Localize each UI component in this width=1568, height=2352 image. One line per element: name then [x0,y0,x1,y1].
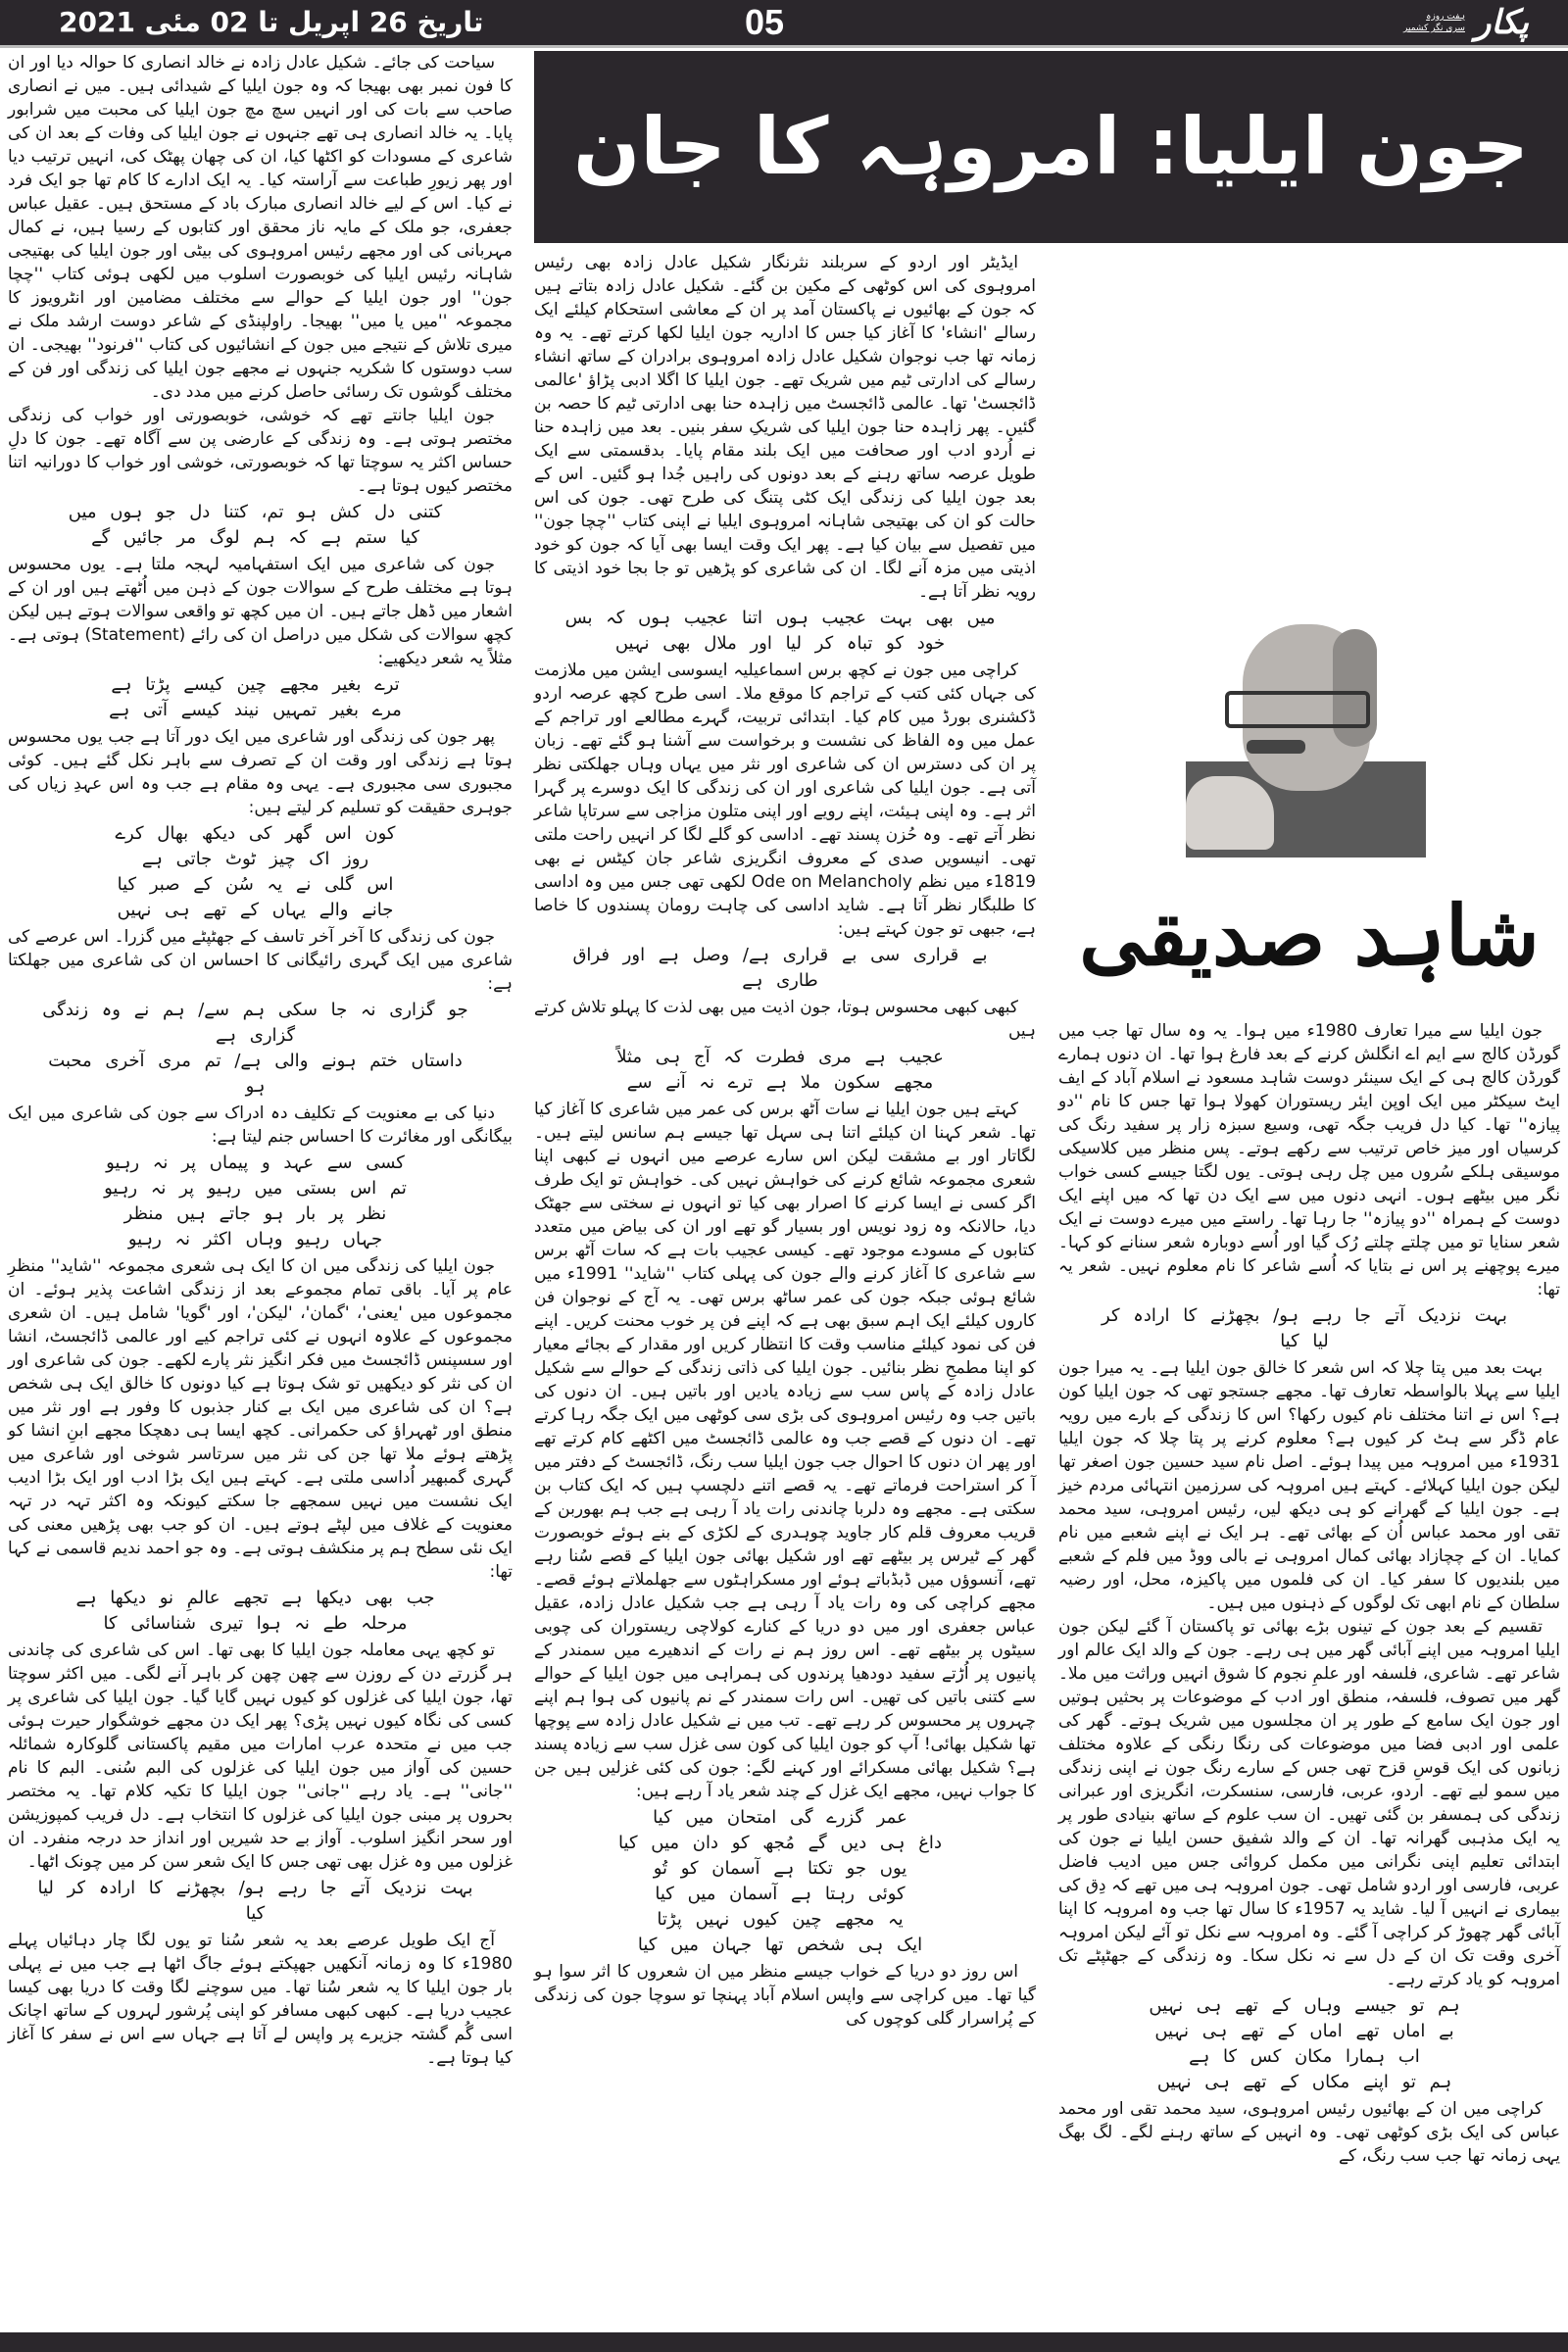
verse-line: کوئی رہتا ہے آسمان میں کیا [655,1884,906,1904]
paragraph: تو کچھ یہی معاملہ جون ایلیا کا بھی تھا۔ اس کی شاعری کی چاندنی ہر گزرتے دن کے روزن سے چھن چھن کر باہر آنے لگی۔ میں اکثر سوچتا تھا، جون ایلیا کی غزلوں کو کیوں نہیں گایا گیا۔ جون ایلیا کی شاعری پر کسی کی نگاہ کیوں نہیں پڑی؟ پھر ایک دن مجھے خوشگوار حیرت ہوئی جب میں نے متحدہ عرب امارات میں مقیم پاکستانی گلوکارہ شمائلہ حسین کی آواز میں جون ایلیا کی غزلوں کی البم سُنی۔ البم کا نام ''جانی'' ہے۔ یاد رہے ''جانی'' جون ایلیا کا تکیہ کلام تھا۔ یہ مختصر بحروں پر مبنی جون ایلیا کی غزلوں کا انتخاب ہے۔ دل فریب کمپوزیشن اور سحر انگیز اسلوب۔ آواز بے حد شیریں اور انداز حد درجہ منفرد۔ ان غزلوں میں وہ غزل بھی تھی جس کا ایک شعر سن کر میں چونک اٹھا۔ [8,1641,513,1872]
verse-line: جب بھی دیکھا ہے تجھے عالمِ نو دیکھا ہے [75,1588,435,1608]
verse-line: بہت نزدیک آتے جا رہے ہو/ بچھڑنے کا ارادہ کر لیا کیا [37,1878,473,1924]
verse-line: نظر پر بار ہو جاتے ہیں منظر [123,1203,387,1224]
verse-block [8,1876,513,1927]
verse-line: بے اماں تھے اماں کے تھے ہی نہیں [1154,2021,1454,2041]
masthead [1403,2,1529,43]
column-middle [534,251,1036,2031]
paragraph: دنیا کی بے معنویت کے تکلیف دہ ادراک سے جون کی شاعری میں ایک بیگانگی اور مغائرت کا احساس جنم لیتا ہے: [8,1103,513,1147]
verse-line: بہت نزدیک آتے جا رہے ہو/ بچھڑنے کا ارادہ کر لیا کیا [1102,1305,1507,1351]
photo-hand [1186,776,1274,850]
paragraph: کراچی میں ان کے بھائیوں رئیس امروہوی، سید محمد تقی اور محمد عباس کی ایک بڑی کوٹھی تھی۔ وہ انہیں کے ساتھ رہنے لگے۔ لگ بھگ یہی زمانہ تھا جب سب رنگ، کے [1058,2099,1560,2166]
verse-line: مرحلہ طے نہ ہوا تیری شناسائی کا [103,1613,408,1634]
paragraph: اس روز دو دریا کے خواب جیسے منظر میں ان شعروں کا اثر سوا ہو گیا تھا۔ میں کراچی سے واپس اسلام آباد پہنچا تو سوچا جون کی زندگی کے پُراسرار گلی کوچوں کی [534,1962,1036,2029]
article-title: جون ایلیا: امروہہ کا جان [572,101,1530,192]
photo-hair [1333,629,1377,747]
verse-line: کتنی دل کش ہو تم، کتنا دل جو ہوں میں [68,502,443,522]
verse-line: داغ ہی دیں گے مُجھ کو دان میں کیا [618,1833,942,1853]
verse-block [534,606,1036,657]
paragraph: آج ایک طویل عرصے بعد یہ شعر سُنا تو یوں لگا چار دہائیاں پہلے 1980ء کا وہ زمانہ آنکھیں جھپکتے ہوئے جاگ اٹھا ہے جب میں نے پہلی بار جون ایلیا کا یہ شعر سُنا تھا۔ میں سوچنے لگا وقت کا دریا بھی کیسا عجیب دریا ہے۔ کبھی کبھی مسافر کو اپنی پُرشور لہروں کے ساتھ اچانک اسی گُم گشتہ جزیرے پر واپس لے آتا ہے جہاں سے اس نے سفر کا آغاز کیا ہوتا ہے۔ [8,1931,513,2068]
verse-line: اس گلی نے یہ سُن کے صبر کیا [117,874,394,895]
verse-line: کیا ستم ہے کہ ہم لوگ مر جائیں گے [91,527,419,548]
paragraph: جون ایلیا سے میرا تعارف 1980ء میں ہوا۔ یہ وہ سال تھا جب میں گورڈن کالج سے ایم اے انگلش کرنے کے بعد فارغ ہوا تھا۔ ان دنوں ہمارے گورڈن کالج ہی کے ایک سینئر دوست شاہد مسعود نے اسلام آباد کے ایف ایٹ سیکٹر میں ایک اوپن ایئر ریستوران کھولا ہوا تھا جس کا نام ''دو پیازہ'' تھا۔ کیا دل فریب جگہ تھی، وسیع سبزہ زار پر سفید رنگ کی کرسیاں اور میز خاص ترتیب سے رکھے ہوتے۔ پس منظر میں کلاسیکی موسیقی ہلکے سُروں میں چل رہی ہوتی۔ یوں لگتا جیسے کسی خواب نگر میں بیٹھے ہوں۔ انہی دنوں میں سے ایک دن تھا کہ میں اپنے ایک دوست کے ہمراہ ''دو پیازہ'' جا رہا تھا۔ راستے میں میرے دوست نے ایک شعر سنایا تو میں چلتے چلتے رُک گیا اور اُسے دوبارہ شعر سنانے کو کہا۔ میرے پوچھنے پر اس نے بتایا کہ اُسے شاعر کا نام معلوم نہیں۔ شعر یہ تھا: [1058,1021,1560,1299]
masthead-tag: ہفت روزہ [1426,12,1465,22]
verse-line: تم اس بستی میں رہیو پر نہ رہیو [104,1178,407,1199]
paragraph: جون کی شاعری میں ایک استفہامیہ لہجہ ملتا ہے۔ یوں محسوس ہوتا ہے مختلف طرح کے سوالات جون کے ذہن میں اُٹھتے ہیں اور ان کے اشعار میں ڈھل جاتے ہیں۔ ان میں کچھ تو واقعی سوالات ہوتے ہیں لیکن کچھ سوالات کی شکل میں دراصل ان کی رائے (Statement) ہوتی ہے۔ مثلاً یہ شعر دیکھیے: [8,555,513,668]
paragraph: تقسیم کے بعد جون کے تینوں بڑے بھائی تو پاکستان آ گئے لیکن جون ایلیا امروہہ میں اپنے آبائی گھر میں ہی رہے۔ جون کے والد ایک عالم اور شاعر تھے۔ شاعری، فلسفہ اور علمِ نجوم کا شوق انہیں وراثت میں ملا۔ گھر میں تصوف، فلسفہ، منطق اور ادب کے موضوعات پر بحثیں ہوتیں اور جون ایک سامع کے طور پر ان مجلسوں میں شریک ہوتے۔ گھر کی علمی اور ادبی فضا میں موضوعات کی رنگا رنگی کے علاوہ مختلف زبانوں کی ایک قوسِ قزح تھی جس کے سارے رنگ جون نے اپنی زندگی میں سمو لیے تھے۔ اردو، عربی، فارسی، سنسکرت، انگریزی اور عبرانی زندگی کی ہمسفر بن گئی تھیں۔ ان سب علوم کے ساتھ بنیادی طور پر یہ ایک مذہبی گھرانہ تھا۔ ان کے والد شفیق حسن ایلیا نے جون کی ابتدائی تعلیم اپنی نگرانی میں مکمل کروائی جس میں ادیب فاضل عربی، فارسی اور اردو شامل تھی۔ جون امروہہ ہی میں تھے کہ دِق کی بیماری نے انہیں آ لیا۔ شاید یہ 1957ء کا سال تھا جب وہ امروہہ کا اپنا آبائی گھر چھوڑ کر کراچی آ گئے۔ وہ امروہہ سے نکل تو آئے لیکن امروہہ آخری وقت تک ان کے دل سے نہ نکل سکا۔ وہ زندگی کے جھٹپٹے تک امروہہ کو یاد کرتے رہے۔ [1058,1617,1560,1989]
verse-line: کسی سے عہد و پیماں پر نہ رہیو [106,1152,405,1173]
paragraph: کبھی کبھی محسوس ہوتا، جون اذیت میں بھی لذت کا پہلو تلاش کرتے ہیں [534,998,1036,1041]
page-number: 05 [745,2,785,42]
article-title-banner [534,51,1568,243]
page-header-bar [0,0,1568,48]
verse-line: اب ہمارا مکان کس کا ہے [1189,2046,1420,2067]
verse-line: ایک ہی شخص تھا جہان میں کیا [637,1935,923,1955]
paragraph: بہت بعد میں پتا چلا کہ اس شعر کا خالق جون ایلیا ہے۔ یہ میرا جون ایلیا سے پہلا بالواسطہ تعارف تھا۔ مجھے جستجو تھی کہ جون ایلیا کون ہے؟ اس نے اتنا مختلف نام کیوں رکھا؟ اس کا زندگی کے بارے میں رویہ عام ڈگر سے ہٹ کر کیوں ہے؟ معلوم کرنے پر پتا چلا کہ جون ایلیا 1931ء میں امروہہ میں پیدا ہوئے۔ اصل نام سید حسین جون اصغر تھا لیکن جون ایلیا کہلائے۔ کہتے ہیں امروہہ کی سرزمین انتہائی مردم خیز ہے۔ جون ایلیا کے گھرانے کو ہی دیکھ لیں، رئیس امروہی، سید محمد تقی اور محمد عباس اُن کے بھائی تھے۔ ہر ایک نے اپنے شعبے میں نام کمایا۔ ان کے چچازاد بھائی کمال امروہی نے بالی ووڈ میں فلم کے شعبے میں بلندیوں کا سفر کیا۔ ان کی فلموں میں پاکیزہ، محل، اور رضیہ سلطان کے نام ابھی تک لوگوں کے ذہنوں میں ہیں۔ [1058,1358,1560,1613]
verse-line: مرے بغیر تمہیں نیند کیسے آتی ہے [109,700,402,720]
author-byline: شاہد صدیقی [1079,887,1540,984]
verse-block [1058,1993,1560,2095]
paragraph: پھر جون کی زندگی اور شاعری میں ایک دور آتا ہے جب یوں محسوس ہوتا ہے زندگی اور وقت ان کے تصرف سے باہر نکل گئے ہیں۔ کوئی مجبوری سی مجبوری ہے۔ یہی وہ مقام ہے جب وہ اس عہدِ زیاں کی جوہری حقیقت کو تسلیم کر لیتے ہیں: [8,727,513,817]
verse-line: مجھے سکون ملا ہے ترے نہ آنے سے [626,1072,934,1093]
verse-line: خود کو تباہ کر لیا اور ملال بھی نہیں [614,633,946,654]
verse-block [534,1045,1036,1096]
verse-block [8,998,513,1100]
page-footer-bar [0,2332,1568,2352]
verse-block [8,500,513,551]
verse-block [8,672,513,723]
verse-line: میں بھی بہت عجیب ہوں اتنا عجیب ہوں کہ بس [564,608,996,628]
verse-line: عجیب ہے مری فطرت کہ آج ہی مثلاً [616,1047,944,1067]
column-right [1058,1019,1560,2168]
verse-line: یہ مجھے چین کیوں نہیں پڑتا [657,1909,904,1930]
author-photo [1186,614,1426,858]
verse-block [534,1805,1036,1958]
verse-line: ہم تو اپنے مکاں کے تھے ہی نہیں [1156,2072,1452,2092]
issue-date: تاریخ 26 اپریل تا 02 مئی 2021 [59,6,484,38]
masthead-logo: پکار [1474,3,1529,42]
photo-glasses [1225,691,1370,728]
verse-block [8,821,513,923]
column-left [8,51,513,2070]
paragraph: ایڈیٹر اور اردو کے سربلند نثرنگار شکیل عادل زادہ بھی رئیس امروہوی کی اس کوٹھی کے مکین بن گئے۔ شکیل عادل زادہ بتاتے ہیں کہ جون کے بھائیوں نے پاکستان آمد پر ان کے معاشی استحکام کیلئے ایک رسالے 'انشاء' کا آغاز کیا جس کا اداریہ جون ایلیا لکھا کرتے تھے۔ یہ وہ زمانہ تھا جب نوجوان شکیل عادل زادہ امروہوی برادران کے ساتھ انشاء رسالے کی ادارتی ٹیم میں شریک تھے۔ جون ایلیا کا اگلا ادبی پڑاؤ 'عالمی ڈائجسٹ' تھا۔ عالمی ڈائجسٹ میں زاہدہ حنا بھی ادارتی ٹیم کا حصہ بن گئیں۔ پھر زاہدہ حنا جون ایلیا کی شریکِ سفر بنیں۔ بعد میں زاہدہ حنا نے اُردو ادب اور صحافت میں ایک بلند مقام پایا۔ بدقسمتی سے ایک طویل عرصہ ساتھ رہنے کے بعد دونوں کی راہیں جُدا ہو گئیں۔ اس کے بعد جون ایلیا کی زندگی ایک کٹی پتنگ کی طرح تھی۔ جون کی اس حالت کو ان کی بھتیجی شاہانہ امروہوی ایلیا نے اپنی کتاب ''چچا جون'' میں تفصیل سے بیان کیا ہے۔ پھر ایک وقت ایسا بھی آیا کہ جون کو خود اذیتی میں مزہ آنے لگا۔ ان کی شاعری کو پڑھیں تو جا بجا خود اذیتی کا رویہ نظر آتا ہے۔ [534,253,1036,602]
paragraph: جون کی زندگی کا آخر آخر تاسف کے جھٹپٹے میں گزرا۔ اس عرصے کی شاعری میں ایک گہری رائیگانی کا احساس ان کی شاعری میں جھلکتا ہے: [8,927,513,994]
verse-block [8,1151,513,1252]
paragraph: سیاحت کی جائے۔ شکیل عادل زادہ نے خالد انصاری کا حوالہ دیا اور ان کا فون نمبر بھی بھیجا کہ وہ جون ایلیا کے شیدائی ہیں۔ میں نے انصاری صاحب سے بات کی اور انہیں سچ مچ جون ایلیا کی محبت میں شرابور پایا۔ یہ خالد انصاری ہی تھے جنہوں نے جون ایلیا کی وفات کے بعد ان کی شاعری کے مسودات کو اکٹھا کیا، ان کی چھان پھٹک کی، انہیں ترتیب دیا اور پھر زیورِ طباعت سے آراستہ کیا۔ یہ ایک ادارے کا کام تھا جو ایک فرد نے کیا۔ اس کے لیے خالد انصاری مبارک باد کے مستحق ہیں۔ عقیل عباس جعفری، جو ملک کے مایہ ناز محقق اور کتابوں کے رسیا ہیں، نے کمال مہربانی کی اور مجھے رئیس امروہوی کی بیٹی اور جون ایلیا کی بھتیجی شاہانہ رئیس ایلیا کی خوبصورت اسلوب میں لکھی ہوئی کتاب ''چچا جون'' اور جون ایلیا کے حوالے سے مختلف مضامین اور انٹرویوز کا مجموعہ ''میں یا میں'' بھیجا۔ راولپنڈی کے شاعر دوست ارشد ملک نے میری تلاش کے نتیجے میں جون کے انشائیوں کی کتاب ''فرنود'' بھیجی۔ ان سب دوستوں کا شکریہ جنہوں نے مجھے جون ایلیا کی زندگی اور فن کے مختلف گوشوں تک رسائی حاصل کرنے میں مدد دی۔ [8,53,513,402]
verse-block [534,943,1036,994]
paragraph: کہتے ہیں جون ایلیا نے سات آٹھ برس کی عمر میں شاعری کا آغاز کیا تھا۔ شعر کہنا ان کیلئے اتنا ہی سہل تھا جیسے ہم سانس لیتے ہیں۔ لگاتار اور بے مشقت لیکن اس سارے عرصے میں انہوں نے کبھی اپنا شعری مجموعہ شائع کرنے کی خواہش نہیں کی۔ خواہش تو ایک طرف اگر کسی نے ایسا کرنے کا اصرار بھی کیا تو انہوں نے سختی سے جھٹک دیا، حالانکہ وہ زود نویس اور بسیار گو تھے اور ان کی بیاض میں متعدد کتابوں کے مسودے موجود تھے۔ کیسی عجیب بات ہے کہ سات آٹھ برس سے شاعری کا آغاز کرنے والے جون کی پہلی کتاب ''شاید'' 1991ء میں شائع ہوئی جبکہ جون کی عمر ساٹھ برس تھی۔ یہ آج کے نوجوان فن کاروں کیلئے ایک اہم سبق بھی ہے کہ اپنے فن پر خوب محنت کریں۔ اپنے فن کی نمود کیلئے مناسب وقت کا انتظار کریں اور مقدار کے بجائے معیار کو اپنا مطمحِ نظر بنائیں۔ جون ایلیا کی ذاتی زندگی کے حوالے سے شکیل عادل زادہ کے پاس سب سے زیادہ یادیں اور باتیں ہیں۔ ان دنوں کی باتیں جب وہ رئیس امروہوی کی بڑی سی کوٹھی میں ایک جگہ رہا کرتے تھے۔ ان دنوں کے قصے جب وہ عالمی ڈائجسٹ میں اکٹھے کام کرتے تھے اور پھر ان دنوں کا احوال جب جون ایلیا سب رنگ، ڈائجسٹ کے دفتر میں آ کر استراحت فرماتے تھے۔ یہ قصے اتنے دلچسپ ہیں کہ ایک کتاب بن سکتی ہے۔ مجھے وہ دلربا چاندنی رات یاد آ رہی ہے جب ہم بھوربن کے قریب معروف قلم کار جاوید چوہدری کے لکڑی کے بنے ہوئے خوبصورت گھر کے ٹیرس پر بیٹھے تھے اور شکیل بھائی جون ایلیا کے قصے سُنا رہے تھے، آنسوؤں میں ڈبڈباتے ہوئے اور مسکراہٹوں سے جھلملاتے ہوئے قصے۔ مجھے کراچی کی وہ رات یاد آ رہی ہے جب شکیل عادل زادہ، عقیل عباس جعفری اور میں دو دریا کے کنارے کولاچی ریستوران کی چوبی سیٹوں پر بیٹھے تھے۔ اس روز ہم نے رات کے اندھیرے میں سمندر کے پانیوں پر اُڑتے سفید دودھیا پرندوں کی ہمراہی میں جون ایلیا کے حوالے سے کتنی باتیں کی تھیں۔ اس رات سمندر کے نم پانیوں کی ہوا ہم اپنے چہروں پر محسوس کر رہے تھے۔ تب میں نے شکیل عادل زادہ سے پوچھا تھا شکیل بھائی! آپ کو جون ایلیا کی کون سی غزل سب سے زیادہ پسند ہے؟ شکیل بھائی مسکرائے اور کہنے لگے: جون کی کئی غزلیں ہیں جن کا جواب نہیں، مجھے ایک غزل کے چند شعر یاد آ رہے ہیں: [534,1100,1036,1801]
verse-line: روز اک چیز ٹوٹ جاتی ہے [141,849,369,869]
verse-line: عمر گزرے گی امتحان میں کیا [653,1807,907,1828]
verse-block [1058,1303,1560,1354]
verse-line: جانے والے یہاں کے تھے ہی نہیں [117,900,394,920]
verse-line: ہم تو جیسے وہاں کے تھے ہی نہیں [1149,1995,1460,2016]
verse-block [8,1586,513,1637]
verse-line: داستاں ختم ہونے والی ہے/ تم مری آخری محبت ہو [48,1051,463,1097]
verse-line: جہاں رہیو وہاں اکثر نہ رہیو [127,1229,383,1250]
photo-mustache [1247,740,1305,754]
masthead-city: سری نگر کشمیر [1403,24,1465,33]
verse-line: بے قراری سی بے قراری ہے/ وصل ہے اور فراق طاری ہے [572,945,988,991]
paragraph: جون ایلیا جانتے تھے کہ خوشی، خوبصورتی اور خواب کی زندگی مختصر ہوتی ہے۔ وہ زندگی کے عارضی پن سے آگاہ تھے۔ جون کا دلِ حساس اکثر یہ سوچتا تھا کہ خوبصورتی، خوشی اور خواب کا دورانیہ اتنا مختصر کیوں ہوتا ہے۔ [8,406,513,496]
verse-line: کون اس گھر کی دیکھ بھال کرے [115,823,396,844]
paragraph: کراچی میں جون نے کچھ برس اسماعیلیہ ایسوسی ایشن میں ملازمت کی جہاں کئی کتب کے تراجم کا موقع ملا۔ اسی طرح کچھ عرصہ اردو ڈکشنری بورڈ میں کام کیا۔ ابتدائی تربیت، گہرے مطالعے اور تراجم کے عمل میں وہ الفاظ کی نشست و برخواست سے آشنا ہو گئے تھے۔ زبان پر ان کی دسترس ان کی شاعری اور نثر میں یہاں وہاں جھلکتی نظر آتی ہے۔ جون ایلیا کی شاعری اور ان کی زندگی کا ایک دوسرے پر گہرا اثر ہے۔ وہ اپنی ہیئت، اپنے رویے اور اپنی متلون مزاجی سے سرتاپا شاعر نظر آتے تھے۔ وہ حُزن پسند تھے۔ اداسی کو گلے لگا کر انہیں راحت ملتی تھی۔ انیسویں صدی کے معروف انگریزی شاعر جان کیٹس نے بھی 1819ء میں نظم Ode on Melancholy لکھی تھی جس میں وہ اداسی کا طلبگار نظر آتا ہے۔ شاید اداسی کی چاہت رومان پسندوں کا خاصا ہے، جبھی تو جون کہتے ہیں: [534,661,1036,939]
verse-line: جو گزاری نہ جا سکی ہم سے/ ہم نے وہ زندگی گزاری ہے [42,1000,468,1046]
verse-line: ترے بغیر مجھے چین کیسے پڑتا ہے [111,674,400,695]
paragraph: جون ایلیا کی زندگی میں ان کا ایک ہی شعری مجموعہ ''شاید'' منظرِ عام پر آیا۔ باقی تمام مجموعے بعد از زندگی اشاعت پذیر ہوئے۔ ان مجموعوں میں 'یعنی'، 'گمان'، 'لیکن'، اور 'گویا' شامل ہیں۔ ان شعری مجموعوں کے علاوہ انہوں نے کئی تراجم کیے اور عالمی ڈائجسٹ، انشا اور سسپنس ڈائجسٹ میں فکر انگیز نثر پارے لکھے۔ جون کی شاعری اور ان کی نثر کو دیکھیں تو شک ہوتا ہے کیا دونوں کا خالق ایک ہی شخص ہے؟ ان کی شاعری میں ایک بے کنار جذبوں کا وفور ہے اور نثر میں منطق اور ٹھہراؤ کی حکمرانی۔ کچھ ایسا ہی دھچکا مجھے ابنِ انشا کو پڑھتے ہوئے ملا تھا جن کی نثر میں سرتاسر شوخی اور شاعری میں گہری گمبھیر اُداسی ملتی ہے۔ کہتے ہیں ایک بڑا ادب اور ایک بڑا ادیب ایک نشست میں نہیں سمجھے جا سکتے کیونکہ وہ اکثر تہہ در تہہ معنویت کے غلاف میں لپٹے ہوتے ہیں۔ ان کو جب بھی پڑھیں معنی کی ایک نئی سطح ہم پر منکشف ہوتی ہے۔ وہ جو احمد ندیم قاسمی نے کہا تھا: [8,1256,513,1582]
verse-line: یوں جو تکتا ہے آسمان کو تُو [653,1858,907,1879]
